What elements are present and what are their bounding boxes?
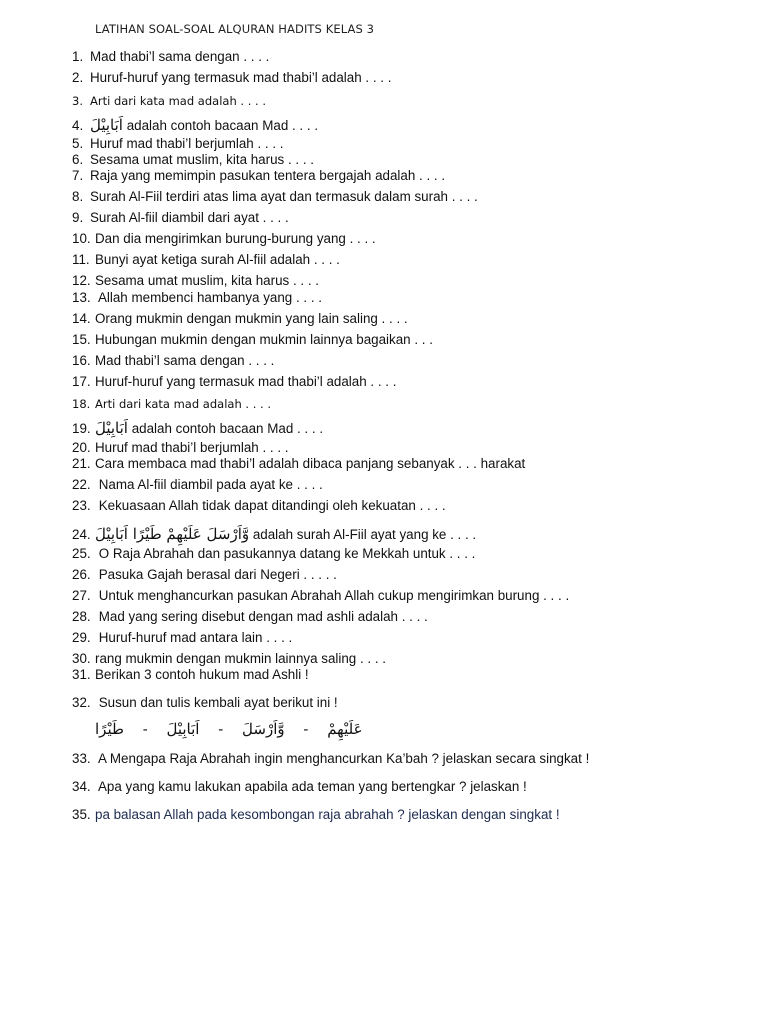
question-item [72, 420, 323, 437]
arabic-word-arrangement [95, 720, 363, 738]
question-number: 21. [72, 456, 91, 471]
question-item [72, 152, 314, 168]
question-item [72, 231, 376, 247]
question-item [72, 651, 386, 667]
question-number: 12. [72, 273, 91, 288]
question-number: 31. [72, 667, 91, 682]
question-text: Berikan 3 contoh hukum mad Ashli ! [95, 667, 309, 682]
arabic-word: وَّاَرْسَلَ [242, 720, 285, 738]
question-number: 20. [72, 440, 91, 455]
question-text: Kekuasaan Allah tidak dapat ditandingi oleh kekuatan . . . . [95, 498, 446, 513]
question-item [72, 311, 408, 327]
question-text: Raja yang memimpin pasukan tentera bergajah adalah . . . . [90, 168, 446, 183]
question-text: Untuk menghancurkan pasukan Abrahah Allah cukup mengirimkan burung . . . . [95, 588, 570, 603]
question-number: 19. [72, 421, 91, 436]
question-number: 33. [72, 751, 91, 766]
question-number: 25. [72, 546, 91, 561]
question-item [72, 546, 475, 562]
question-text: Bunyi ayat ketiga surah Al-fiil adalah . . . . [95, 252, 340, 267]
question-text: Dan dia mengirimkan burung-burung yang . . . . [95, 231, 376, 246]
question-text: Orang mukmin dengan mukmin yang lain saling . . . . [95, 311, 408, 326]
question-text: Mad thabi’l sama dengan . . . . [95, 353, 275, 368]
question-item [72, 588, 569, 604]
question-number: 32. [72, 695, 91, 710]
question-item [72, 374, 396, 390]
question-item [72, 396, 271, 412]
question-item [72, 695, 338, 711]
question-number: 8. [72, 189, 84, 204]
worksheet-title: LATIHAN SOAL-SOAL ALQURAN HADITS KELAS 3 [95, 22, 375, 36]
question-text: Huruf mad thabi’l berjumlah . . . . [95, 440, 289, 455]
question-text: A Mengapa Raja Abrahah ingin menghancurkan Ka’bah ? jelaskan secara singkat ! [95, 751, 590, 766]
question-item [72, 609, 428, 625]
question-text: Surah Al-Fiil terdiri atas lima ayat dan termasuk dalam surah . . . . [90, 189, 478, 204]
question-text: rang mukmin dengan mukmin lainnya saling . . . . [95, 651, 387, 666]
question-text: O Raja Abrahah dan pasukannya datang ke Mekkah untuk . . . . [95, 546, 476, 561]
question-number: 17. [72, 374, 91, 389]
question-item [72, 456, 525, 472]
question-number: 10. [72, 231, 91, 246]
question-number: 2. [72, 70, 84, 85]
question-text: adalah contoh bacaan Mad . . . . [131, 421, 324, 436]
question-number: 15. [72, 332, 91, 347]
question-number: 34. [72, 779, 91, 794]
question-text: Susun dan tulis kembali ayat berikut ini ! [95, 695, 338, 710]
question-number: 13. [72, 290, 91, 305]
question-item [72, 353, 274, 369]
question-text: Sesama umat muslim, kita harus . . . . [95, 273, 319, 288]
question-item [72, 49, 269, 65]
question-item [72, 667, 309, 683]
question-text: Sesama umat muslim, kita harus . . . . [90, 152, 314, 167]
question-number: 5. [72, 136, 84, 151]
question-text: Pasuka Gajah berasal dari Negeri . . . . . [95, 567, 337, 582]
question-text: Huruf-huruf yang termasuk mad thabi’l adalah . . . . [90, 70, 392, 85]
question-item [72, 168, 445, 184]
question-item [72, 210, 289, 226]
word-separator: - [142, 721, 148, 738]
question-number: 28. [72, 609, 91, 624]
question-item [72, 290, 322, 306]
question-item [72, 526, 476, 543]
question-item [72, 189, 478, 205]
question-number: 4. [72, 118, 84, 133]
question-text: Apa yang kamu lakukan apabila ada teman yang bertengkar ? jelaskan ! [95, 779, 527, 794]
word-separator: - [218, 721, 224, 738]
question-number: 24. [72, 527, 91, 542]
question-text: Arti dari kata mad adalah . . . . [90, 94, 266, 108]
question-number: 7. [72, 168, 84, 183]
arabic-word: طَيْرًا [95, 720, 124, 738]
question-text: Surah Al-fiil diambil dari ayat . . . . [90, 210, 289, 225]
question-text: pa balasan Allah pada kesombongan raja abrahah ? jelaskan dengan singkat ! [95, 807, 560, 822]
question-number: 14. [72, 311, 91, 326]
question-number: 30. [72, 651, 91, 666]
question-text: adalah contoh bacaan Mad . . . . [126, 118, 319, 133]
arabic-phrase: اَبَابِيْلَ [95, 419, 128, 437]
question-item [72, 477, 323, 493]
question-text: Huruf-huruf mad antara lain . . . . [95, 630, 293, 645]
word-separator: - [303, 721, 309, 738]
question-text: Mad yang sering disebut dengan mad ashli adalah . . . . [95, 609, 428, 624]
question-number: 18. [72, 397, 91, 411]
question-number: 11. [72, 252, 90, 267]
question-number: 1. [72, 49, 84, 64]
question-text: Arti dari kata mad adalah . . . . [95, 397, 271, 411]
question-number: 35. [72, 807, 91, 822]
question-text: Allah membenci hambanya yang . . . . [95, 290, 323, 305]
question-text: Huruf-huruf yang termasuk mad thabi’l adalah . . . . [95, 374, 397, 389]
question-item [72, 630, 292, 646]
question-number: 27. [72, 588, 91, 603]
question-item [72, 779, 527, 795]
question-item [72, 332, 433, 348]
question-item [72, 117, 318, 134]
question-item [72, 498, 446, 514]
question-item [72, 93, 266, 109]
question-number: 22. [72, 477, 91, 492]
arabic-word: اَبَابِيْلَ [166, 720, 200, 738]
question-item [72, 567, 337, 583]
question-number: 29. [72, 630, 91, 645]
question-text: adalah surah Al-Fiil ayat yang ke . . . . [252, 527, 477, 542]
question-number: 23. [72, 498, 91, 513]
question-number: 6. [72, 152, 84, 167]
arabic-phrase: اَبَابِيْلَ [90, 116, 123, 134]
question-item [72, 273, 319, 289]
question-item [72, 807, 560, 823]
question-text: Nama Al-fiil diambil pada ayat ke . . . . [95, 477, 323, 492]
question-item [72, 70, 391, 86]
question-text: Huruf mad thabi’l berjumlah . . . . [90, 136, 284, 151]
question-text: Hubungan mukmin dengan mukmin lainnya bagaikan . . . [95, 332, 433, 347]
question-number: 9. [72, 210, 84, 225]
question-item [72, 751, 589, 767]
arabic-phrase: وَّاَرْسَلَ عَلَيْهِمْ طَيْرًا اَبَابِيْلَ [95, 525, 250, 543]
arabic-word: عَلَيْهِمْ [327, 720, 363, 738]
question-number: 3. [72, 94, 83, 108]
question-number: 26. [72, 567, 91, 582]
question-number: 16. [72, 353, 91, 368]
question-item [72, 252, 340, 268]
question-item [72, 440, 289, 456]
question-item [72, 136, 284, 152]
question-text: Mad thabi’l sama dengan . . . . [90, 49, 270, 64]
question-text: Cara membaca mad thabi’l adalah dibaca panjang sebanyak . . . harakat [95, 456, 526, 471]
